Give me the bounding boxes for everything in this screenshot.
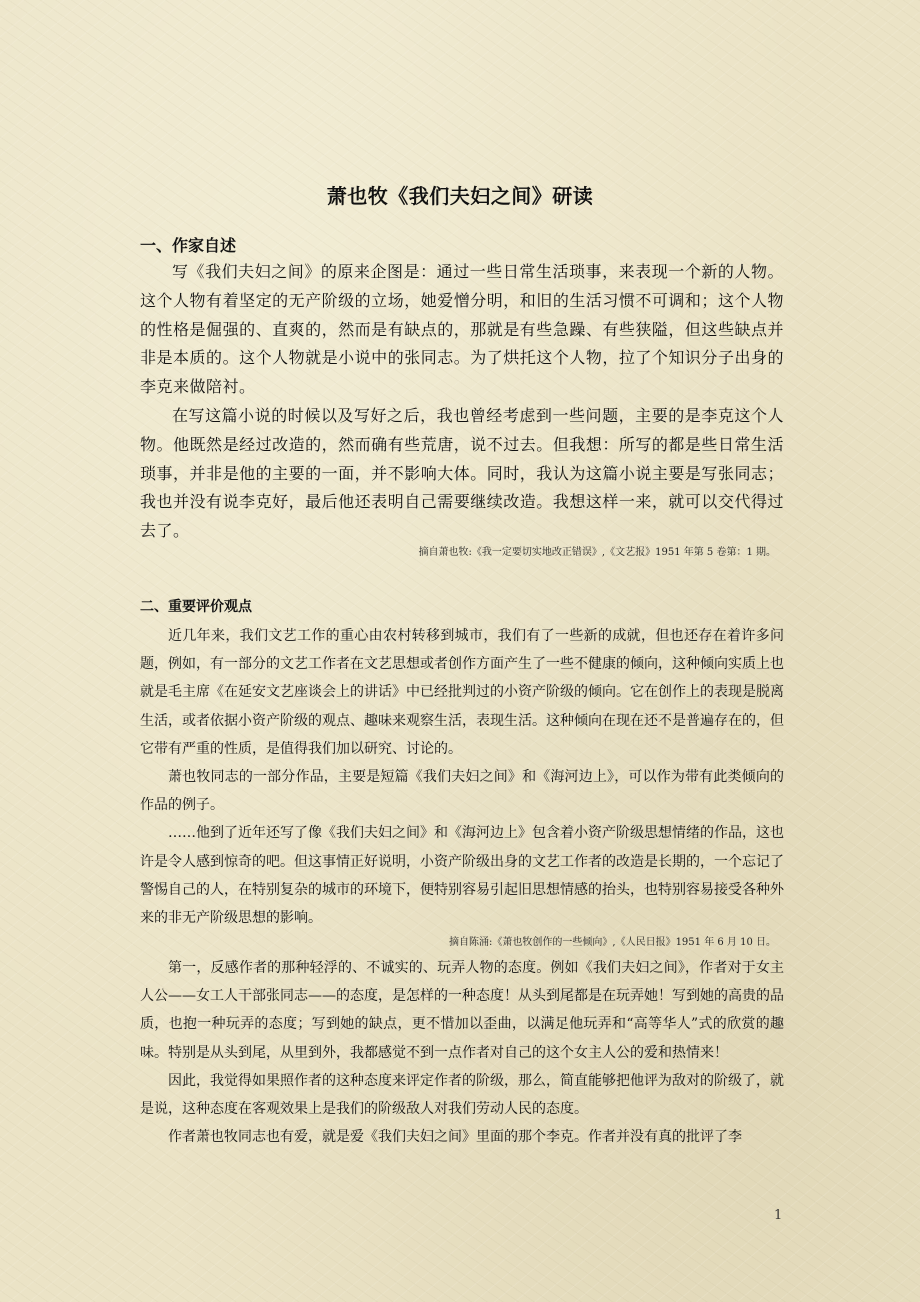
section-body-critical-views-continued [140, 954, 784, 1151]
paragraph: 写《我们夫妇之间》的原来企图是：通过一些日常生活琐事，来表现一个新的人物。这个人物有着坚定的无产阶级的立场，她爱憎分明，和旧的生活习惯不可调和；这个人物的性格是倔强的、直爽的，然而是有缺点的，那就是有些急躁、有些狭隘，但这些缺点并非是本质的。这个人物就是小说中的张同志。为了烘托这个人物，拉了个知识分子出身的李克来做陪衬。 [140, 262, 784, 397]
section-heading-author-statement: 一、作家自述 [140, 236, 237, 255]
paragraph: 萧也牧同志的一部分作品，主要是短篇《我们夫妇之间》和《海河边上》，可以作为带有此类倾向的作品的例子。 [140, 769, 784, 814]
section-body-author-statement [140, 258, 784, 546]
paragraph: 近几年来，我们文艺工作的重心由农村转移到城市，我们有了一些新的成就，但也还存在着许多问题，例如，有一部分的文艺工作者在文艺思想或者创作方面产生了一些不健康的倾向，这种倾向实质上也就是毛主席《在延安文艺座谈会上的讲话》中已经批判过的小资产阶级的倾向。它在创作上的表现是脱离生活，或者依据小资产阶级的观点、趣味来观察生活，表现生活。这种倾向在现在还不是普遍存在的，但它带有严重的性质，是值得我们加以研究、讨论的。 [140, 628, 784, 757]
paragraph: 第一，反感作者的那种轻浮的、不诚实的、玩弄人物的态度。例如《我们夫妇之间》，作者对于女主人公——女工人干部张同志——的态度，是怎样的一种态度！从头到尾都是在玩弄她！写到她的高贵的品质，也抱一种玩弄的态度；写到她的缺点，更不惜加以歪曲，以满足他玩弄和“高等华人”式的欣赏的趣味。特别是从头到尾，从里到外，我都感觉不到一点作者对自己的这个女主人公的爱和热情来！ [140, 960, 784, 1061]
section-heading-critical-views: 二、重要评价观点 [140, 599, 252, 615]
section-body-critical-views [140, 622, 784, 932]
page-number: 1 [774, 1208, 783, 1223]
source-citation: 摘自萧也牧:《我一定要切实地改正错误》,《文艺报》1951 年第 5 卷第：1 期。 [418, 547, 776, 558]
paragraph: ……他到了近年还写了像《我们夫妇之间》和《海河边上》包含着小资产阶级思想情绪的作品，这也许是令人感到惊奇的吧。但这事情正好说明，小资产阶级出身的文艺工作者的改造是长期的，一个忘记了警惕自己的人，在特别复杂的城市的环境下，便特别容易引起旧思想情感的抬头，也特别容易接受各种外来的非无产阶级思想的影响。 [140, 825, 784, 927]
paragraph: 在写这篇小说的时候以及写好之后，我也曾经考虑到一些问题，主要的是李克这个人物。他既然是经过改造的，然而确有些荒唐，说不过去。但我想：所写的都是些日常生活琐事，并非是他的主要的一面，并不影响大体。同时，我认为这篇小说主要是写张同志；我也并没有说李克好，最后他还表明自己需要继续改造。我想这样一来，就可以交代得过去了。 [140, 405, 784, 541]
document-title: 萧也牧《我们夫妇之间》研读 [326, 184, 594, 208]
paragraph: 因此，我觉得如果照作者的这种态度来评定作者的阶级，那么，简直能够把他评为敌对的阶级了，就是说，这种态度在客观效果上是我们的阶级敌人对我们劳动人民的态度。 [140, 1072, 784, 1118]
source-citation: 摘自陈涌:《萧也牧创作的一些倾向》,《人民日报》1951 年 6 月 10 日。 [449, 937, 776, 948]
paragraph: 作者萧也牧同志也有爱，就是爱《我们夫妇之间》里面的那个李克。作者并没有真的批评了李 [168, 1129, 742, 1146]
